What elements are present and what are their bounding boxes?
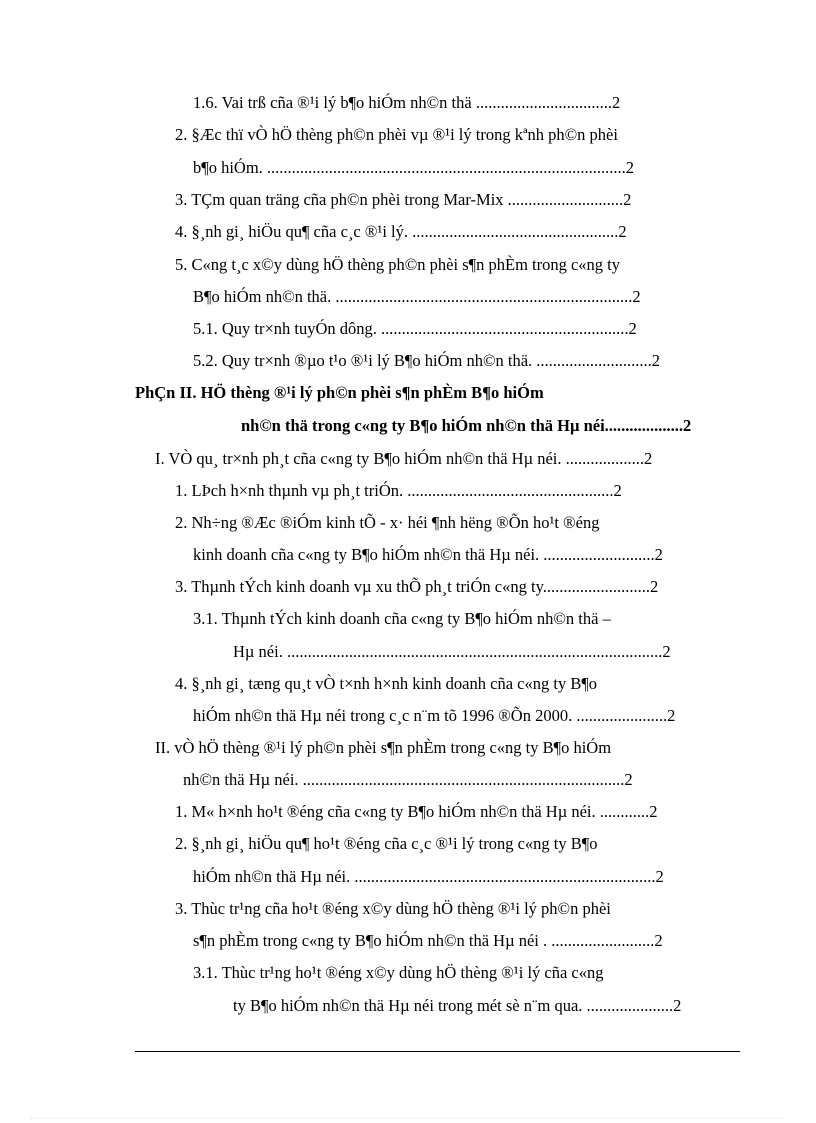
toc-entry-I-3: 3. Thµnh tÝch kinh doanh vµ xu thÕ ph¸t triÓn c«ng ty..........................2 — [175, 577, 659, 596]
toc-entry-1-6: 1.6. Vai trß cña ®¹i lý b¶o hiÓm nh©n thä .................................2 — [193, 93, 621, 112]
toc-entry-II-2-cont: hiÓm nh©n thä Hµ néi. .........................................................................2 — [193, 867, 664, 886]
toc-entry-II-3-cont: s¶n phÈm trong c«ng ty B¶o hiÓm nh©n thä Hµ néi . .........................2 — [193, 931, 663, 950]
page-bottom-edge — [30, 1118, 786, 1119]
toc-part-2-heading: PhÇn II. HÖ thèng ®¹i lý ph©n phèi s¶n phÈm B¶o hiÓm — [135, 383, 544, 402]
toc-entry-5-1: 5.1. Quy tr×nh tuyÓn dông. ............................................................2 — [193, 319, 637, 338]
toc-entry-5: 5. C«ng t¸c x©y dùng hÖ thèng ph©n phèi s¶n phÈm trong c«ng ty — [175, 255, 621, 274]
toc-entry-2-cont: b¶o hiÓm. .......................................................................................2 — [193, 158, 635, 177]
toc-entry-I-4-cont: hiÓm nh©n thä Hµ néi trong c¸c n¨m tõ 1996 ®Õn 2000. ......................2 — [193, 706, 676, 725]
toc-entry-5-2: 5.2. Quy tr×nh ®µo t¹o ®¹i lý B¶o hiÓm nh©n thä. ............................2 — [193, 351, 661, 370]
toc-entry-II-3-1-cont: ty B¶o hiÓm nh©n thä Hµ néi trong mét sè n¨m qua. .....................2 — [233, 996, 682, 1015]
toc-entry-I-2: 2. Nh÷ng ®Æc ®iÓm kinh tÕ - x· héi ¶nh hëng ®Õn ho¹t ®éng — [175, 513, 600, 532]
toc-entry-II-3: 3. Thùc tr¹ng cña ho¹t ®éng x©y dùng hÖ thèng ®¹i lý ph©n phèi — [175, 899, 611, 918]
toc-entry-II-1: 1. M« h×nh ho¹t ®éng cña c«ng ty B¶o hiÓm nh©n thä Hµ néi. ............2 — [175, 802, 658, 821]
toc-entry-I-4: 4. §¸nh gi¸ tæng qu¸t vÒ t×nh h×nh kinh doanh cña c«ng ty B¶o — [175, 674, 598, 693]
footer-rule — [135, 1051, 740, 1052]
toc-entry-I-2-cont: kinh doanh cña c«ng ty B¶o hiÓm nh©n thä Hµ néi. ...........................2 — [193, 545, 663, 564]
toc-entry-3: 3. TÇm quan träng cña ph©n phèi trong Mar-Mix ............................2 — [175, 190, 632, 209]
toc-section-II-cont: nh©n thä Hµ néi. ..............................................................................2 — [183, 770, 633, 789]
toc-section-I: I. VÒ qu¸ tr×nh ph¸t cña c«ng ty B¶o hiÓm nh©n thä Hµ néi. ...................2 — [155, 449, 653, 468]
toc-entry-4: 4. §¸nh gi¸ hiÖu qu¶ cña c¸c ®¹i lý. ..................................................2 — [175, 222, 627, 241]
toc-entry-I-3-1: 3.1. Thµnh tÝch kinh doanh cña c«ng ty B¶o hiÓm nh©n thä – — [193, 609, 611, 628]
toc-section-II: II. vÒ hÖ thèng ®¹i lý ph©n phèi s¶n phÈm trong c«ng ty B¶o hiÓm — [155, 738, 612, 757]
toc-entry-5-cont: B¶o hiÓm nh©n thä. ........................................................................2 — [193, 287, 641, 306]
toc-entry-I-3-1-cont: Hµ néi. ...........................................................................................2 — [233, 642, 671, 661]
toc-entry-I-1: 1. LÞch h×nh thµnh vµ ph¸t triÓn. ..................................................2 — [175, 481, 622, 500]
toc-part-2-heading-cont: nh©n thä trong c«ng ty B¶o hiÓm nh©n thä Hµ néi...................2 — [241, 416, 692, 435]
toc-entry-II-2: 2. §¸nh gi¸ hiÖu qu¶ ho¹t ®éng cña c¸c ®¹i lý trong c«ng ty B¶o — [175, 834, 598, 853]
toc-entry-II-3-1: 3.1. Thùc tr¹ng ho¹t ®éng x©y dùng hÖ thèng ®¹i lý cña c«ng — [193, 963, 604, 982]
toc-entry-2: 2. §Æc thï vÒ hÖ thèng ph©n phèi vµ ®¹i lý trong kªnh ph©n phèi — [175, 125, 618, 144]
